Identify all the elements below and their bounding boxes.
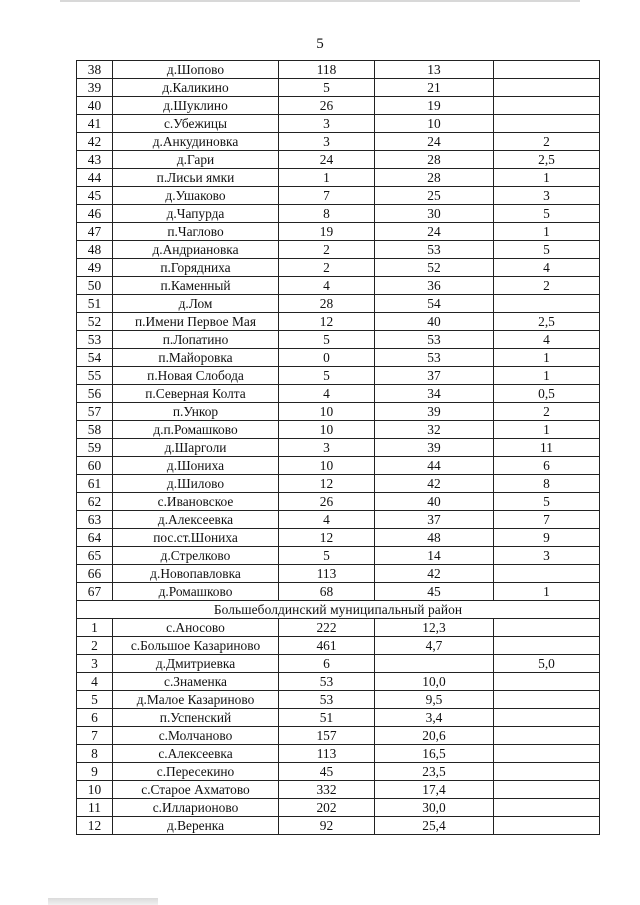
value-col-2: 19 <box>375 97 494 115</box>
table-row <box>77 403 600 421</box>
row-number: 1 <box>77 619 113 637</box>
value-col-3: 7 <box>494 511 600 529</box>
value-col-2: 25,4 <box>375 817 494 835</box>
value-col-3: 2,5 <box>494 313 600 331</box>
value-col-2: 12,3 <box>375 619 494 637</box>
table-row <box>77 583 600 601</box>
value-col-1: 26 <box>279 97 375 115</box>
settlement-name: п.Северная Колта <box>113 385 279 403</box>
value-col-1: 10 <box>279 421 375 439</box>
table-row <box>77 133 600 151</box>
value-col-3 <box>494 97 600 115</box>
row-number: 6 <box>77 709 113 727</box>
value-col-3: 1 <box>494 421 600 439</box>
value-col-1: 2 <box>279 259 375 277</box>
value-col-1: 3 <box>279 133 375 151</box>
settlement-name: д.Шопово <box>113 61 279 79</box>
value-col-2 <box>375 655 494 673</box>
value-col-1: 92 <box>279 817 375 835</box>
value-col-3: 3 <box>494 187 600 205</box>
value-col-2: 53 <box>375 331 494 349</box>
value-col-3: 1 <box>494 349 600 367</box>
value-col-3: 2 <box>494 277 600 295</box>
value-col-2: 25 <box>375 187 494 205</box>
row-number: 7 <box>77 727 113 745</box>
settlement-name: п.Лопатино <box>113 331 279 349</box>
value-col-3 <box>494 295 600 313</box>
settlement-name: д.Анкудиновка <box>113 133 279 151</box>
table-row <box>77 151 600 169</box>
value-col-3 <box>494 727 600 745</box>
value-col-1: 0 <box>279 349 375 367</box>
settlement-name: д.Веренка <box>113 817 279 835</box>
table-row <box>77 223 600 241</box>
table-row <box>77 241 600 259</box>
settlement-name: д.Малое Казариново <box>113 691 279 709</box>
table-row <box>77 619 600 637</box>
value-col-1: 24 <box>279 151 375 169</box>
value-col-2: 54 <box>375 295 494 313</box>
value-col-1: 53 <box>279 691 375 709</box>
row-number: 64 <box>77 529 113 547</box>
value-col-1: 1 <box>279 169 375 187</box>
value-col-2: 44 <box>375 457 494 475</box>
value-col-2: 3,4 <box>375 709 494 727</box>
value-col-2: 39 <box>375 403 494 421</box>
row-number: 8 <box>77 745 113 763</box>
value-col-3: 11 <box>494 439 600 457</box>
settlement-name: п.Чаглово <box>113 223 279 241</box>
settlement-name: д.Каликино <box>113 79 279 97</box>
settlement-name: д.Гари <box>113 151 279 169</box>
row-number: 54 <box>77 349 113 367</box>
row-number: 43 <box>77 151 113 169</box>
table-row <box>77 439 600 457</box>
row-number: 49 <box>77 259 113 277</box>
row-number: 63 <box>77 511 113 529</box>
value-col-2: 32 <box>375 421 494 439</box>
row-number: 41 <box>77 115 113 133</box>
settlement-name: д.Шуклино <box>113 97 279 115</box>
section-header-row-group <box>77 601 600 619</box>
value-col-2: 10 <box>375 115 494 133</box>
table-row <box>77 367 600 385</box>
value-col-1: 157 <box>279 727 375 745</box>
value-col-2: 40 <box>375 313 494 331</box>
row-number: 51 <box>77 295 113 313</box>
value-col-2: 53 <box>375 241 494 259</box>
value-col-1: 4 <box>279 511 375 529</box>
value-col-1: 12 <box>279 475 375 493</box>
value-col-2: 36 <box>375 277 494 295</box>
value-col-3: 5 <box>494 241 600 259</box>
row-number: 42 <box>77 133 113 151</box>
value-col-1: 5 <box>279 331 375 349</box>
row-number: 4 <box>77 673 113 691</box>
row-number: 10 <box>77 781 113 799</box>
settlement-name: д.Шилово <box>113 475 279 493</box>
table-row <box>77 187 600 205</box>
table-row <box>77 277 600 295</box>
value-col-1: 113 <box>279 565 375 583</box>
table-row <box>77 331 600 349</box>
settlement-name: с.Большое Казариново <box>113 637 279 655</box>
value-col-2: 37 <box>375 511 494 529</box>
table-row <box>77 169 600 187</box>
value-col-3 <box>494 745 600 763</box>
settlement-name: с.Илларионово <box>113 799 279 817</box>
table-row <box>77 637 600 655</box>
settlement-name: д.Шониха <box>113 457 279 475</box>
row-number: 67 <box>77 583 113 601</box>
row-number: 45 <box>77 187 113 205</box>
row-number: 44 <box>77 169 113 187</box>
settlement-name: д.п.Ромашково <box>113 421 279 439</box>
row-number: 61 <box>77 475 113 493</box>
settlement-name: с.Пересекино <box>113 763 279 781</box>
settlement-name: д.Чапурда <box>113 205 279 223</box>
value-col-1: 19 <box>279 223 375 241</box>
table-row <box>77 817 600 835</box>
settlement-name: п.Лисьи ямки <box>113 169 279 187</box>
value-col-3: 2 <box>494 403 600 421</box>
table-row <box>77 61 600 79</box>
table-row <box>77 799 600 817</box>
settlement-name: д.Новопавловка <box>113 565 279 583</box>
row-number: 9 <box>77 763 113 781</box>
row-number: 12 <box>77 817 113 835</box>
row-number: 3 <box>77 655 113 673</box>
settlement-name: пос.ст.Шониха <box>113 529 279 547</box>
value-col-3 <box>494 61 600 79</box>
table-row <box>77 97 600 115</box>
table-row <box>77 421 600 439</box>
value-col-2: 42 <box>375 475 494 493</box>
settlement-name: с.Старое Ахматово <box>113 781 279 799</box>
value-col-1: 2 <box>279 241 375 259</box>
value-col-2: 39 <box>375 439 494 457</box>
value-col-1: 26 <box>279 493 375 511</box>
value-col-1: 10 <box>279 457 375 475</box>
table-row <box>77 313 600 331</box>
row-number: 62 <box>77 493 113 511</box>
value-col-3: 1 <box>494 583 600 601</box>
settlement-name: д.Алексеевка <box>113 511 279 529</box>
value-col-3 <box>494 691 600 709</box>
table-row <box>77 385 600 403</box>
table-row <box>77 493 600 511</box>
table-row <box>77 673 600 691</box>
settlement-name: д.Стрелково <box>113 547 279 565</box>
settlement-name: с.Алексеевка <box>113 745 279 763</box>
value-col-3: 8 <box>494 475 600 493</box>
scan-edge <box>60 0 580 2</box>
value-col-2: 24 <box>375 133 494 151</box>
value-col-1: 12 <box>279 529 375 547</box>
table-row <box>77 745 600 763</box>
value-col-3 <box>494 781 600 799</box>
value-col-3 <box>494 637 600 655</box>
settlement-name: п.Новая Слобода <box>113 367 279 385</box>
value-col-1: 8 <box>279 205 375 223</box>
settlement-name: д.Андриановка <box>113 241 279 259</box>
value-col-1: 51 <box>279 709 375 727</box>
value-col-2: 28 <box>375 169 494 187</box>
row-number: 57 <box>77 403 113 421</box>
table-row <box>77 115 600 133</box>
value-col-2: 24 <box>375 223 494 241</box>
value-col-3: 5 <box>494 493 600 511</box>
value-col-2: 42 <box>375 565 494 583</box>
value-col-2: 20,6 <box>375 727 494 745</box>
value-col-2: 30 <box>375 205 494 223</box>
value-col-3: 3 <box>494 547 600 565</box>
value-col-3 <box>494 115 600 133</box>
value-col-2: 40 <box>375 493 494 511</box>
row-number: 55 <box>77 367 113 385</box>
value-col-1: 4 <box>279 277 375 295</box>
row-number: 59 <box>77 439 113 457</box>
settlement-name: п.Имени Первое Мая <box>113 313 279 331</box>
value-col-3: 2 <box>494 133 600 151</box>
value-col-2: 16,5 <box>375 745 494 763</box>
row-number: 56 <box>77 385 113 403</box>
page-number: 5 <box>316 36 324 52</box>
value-col-1: 332 <box>279 781 375 799</box>
table-row <box>77 727 600 745</box>
value-col-2: 37 <box>375 367 494 385</box>
table-row <box>77 781 600 799</box>
value-col-1: 3 <box>279 115 375 133</box>
row-number: 47 <box>77 223 113 241</box>
value-col-2: 9,5 <box>375 691 494 709</box>
settlement-name: п.Ункор <box>113 403 279 421</box>
value-col-2: 48 <box>375 529 494 547</box>
table-body-part2 <box>77 619 600 835</box>
value-col-3: 1 <box>494 169 600 187</box>
value-col-3 <box>494 817 600 835</box>
row-number: 50 <box>77 277 113 295</box>
table-row <box>77 691 600 709</box>
settlements-table <box>76 60 600 835</box>
row-number: 53 <box>77 331 113 349</box>
row-number: 58 <box>77 421 113 439</box>
settlement-name: д.Ушаково <box>113 187 279 205</box>
row-number: 38 <box>77 61 113 79</box>
table-row <box>77 457 600 475</box>
settlement-name: с.Убежицы <box>113 115 279 133</box>
row-number: 2 <box>77 637 113 655</box>
row-number: 65 <box>77 547 113 565</box>
value-col-1: 3 <box>279 439 375 457</box>
section-title: Большеболдинский муниципальный район <box>77 601 600 619</box>
table-row <box>77 547 600 565</box>
value-col-1: 68 <box>279 583 375 601</box>
value-col-2: 21 <box>375 79 494 97</box>
row-number: 66 <box>77 565 113 583</box>
value-col-1: 202 <box>279 799 375 817</box>
value-col-3: 5,0 <box>494 655 600 673</box>
settlement-name: п.Каменный <box>113 277 279 295</box>
value-col-1: 5 <box>279 79 375 97</box>
settlement-name: п.Успенский <box>113 709 279 727</box>
row-number: 39 <box>77 79 113 97</box>
value-col-1: 461 <box>279 637 375 655</box>
value-col-3: 4 <box>494 259 600 277</box>
value-col-2: 23,5 <box>375 763 494 781</box>
value-col-3 <box>494 79 600 97</box>
value-col-3 <box>494 619 600 637</box>
value-col-3 <box>494 709 600 727</box>
value-col-2: 28 <box>375 151 494 169</box>
value-col-1: 4 <box>279 385 375 403</box>
settlement-name: д.Шарголи <box>113 439 279 457</box>
value-col-3: 9 <box>494 529 600 547</box>
table-row <box>77 295 600 313</box>
settlement-name: п.Горядниха <box>113 259 279 277</box>
settlement-name: п.Майоровка <box>113 349 279 367</box>
table-body-part1 <box>77 61 600 601</box>
settlement-name: с.Аносово <box>113 619 279 637</box>
value-col-2: 4,7 <box>375 637 494 655</box>
value-col-2: 10,0 <box>375 673 494 691</box>
value-col-2: 30,0 <box>375 799 494 817</box>
row-number: 11 <box>77 799 113 817</box>
value-col-3: 1 <box>494 367 600 385</box>
value-col-2: 45 <box>375 583 494 601</box>
value-col-3 <box>494 673 600 691</box>
row-number: 52 <box>77 313 113 331</box>
row-number: 46 <box>77 205 113 223</box>
value-col-3: 0,5 <box>494 385 600 403</box>
table-row <box>77 475 600 493</box>
value-col-3: 4 <box>494 331 600 349</box>
value-col-1: 5 <box>279 367 375 385</box>
table-row <box>77 565 600 583</box>
row-number: 48 <box>77 241 113 259</box>
value-col-3: 5 <box>494 205 600 223</box>
value-col-3 <box>494 763 600 781</box>
settlement-name: с.Знаменка <box>113 673 279 691</box>
table-row <box>77 349 600 367</box>
value-col-3 <box>494 565 600 583</box>
table-row <box>77 709 600 727</box>
settlement-name: с.Ивановское <box>113 493 279 511</box>
value-col-3 <box>494 799 600 817</box>
table-row <box>77 205 600 223</box>
settlement-name: с.Молчаново <box>113 727 279 745</box>
table-row <box>77 79 600 97</box>
row-number: 5 <box>77 691 113 709</box>
table-row <box>77 259 600 277</box>
table-row <box>77 529 600 547</box>
table-row <box>77 763 600 781</box>
value-col-1: 10 <box>279 403 375 421</box>
value-col-3: 1 <box>494 223 600 241</box>
value-col-2: 17,4 <box>375 781 494 799</box>
value-col-1: 12 <box>279 313 375 331</box>
value-col-1: 28 <box>279 295 375 313</box>
table-row <box>77 655 600 673</box>
value-col-1: 45 <box>279 763 375 781</box>
cut-off-footer-text <box>48 898 158 905</box>
settlement-name: д.Лом <box>113 295 279 313</box>
value-col-1: 5 <box>279 547 375 565</box>
section-header-row <box>77 601 600 619</box>
value-col-1: 53 <box>279 673 375 691</box>
value-col-3: 6 <box>494 457 600 475</box>
table-row <box>77 511 600 529</box>
row-number: 40 <box>77 97 113 115</box>
value-col-3: 2,5 <box>494 151 600 169</box>
value-col-2: 52 <box>375 259 494 277</box>
settlement-name: д.Дмитриевка <box>113 655 279 673</box>
value-col-1: 118 <box>279 61 375 79</box>
value-col-2: 34 <box>375 385 494 403</box>
settlement-name: д.Ромашково <box>113 583 279 601</box>
value-col-2: 13 <box>375 61 494 79</box>
value-col-1: 7 <box>279 187 375 205</box>
value-col-1: 6 <box>279 655 375 673</box>
value-col-1: 222 <box>279 619 375 637</box>
value-col-2: 14 <box>375 547 494 565</box>
value-col-2: 53 <box>375 349 494 367</box>
value-col-1: 113 <box>279 745 375 763</box>
row-number: 60 <box>77 457 113 475</box>
